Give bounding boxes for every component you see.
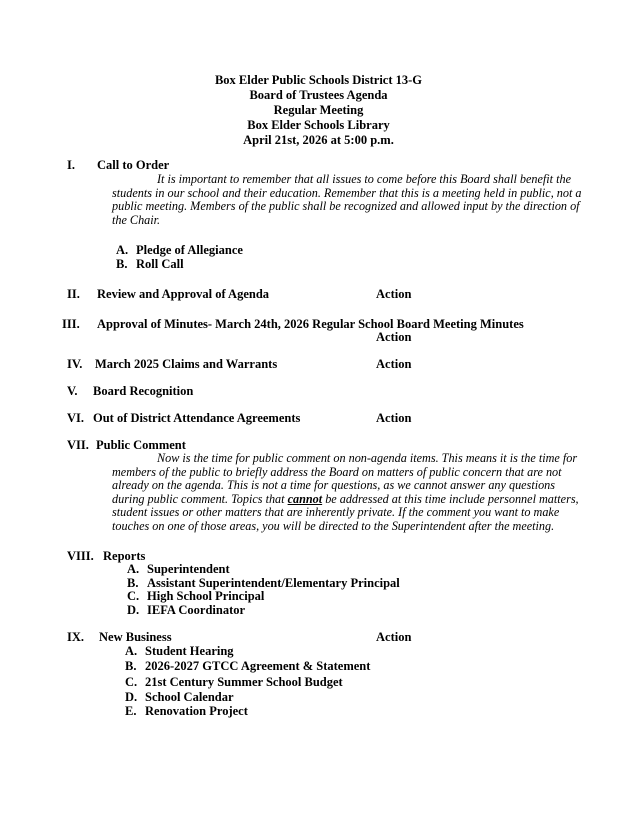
paragraph-line: student issues or other matters that are inherently private. If the comment you want to make xyxy=(112,505,560,520)
list-item-letter: D. xyxy=(125,690,138,704)
meeting-type: Regular Meeting xyxy=(273,103,364,117)
list-item-letter: D. xyxy=(127,603,140,617)
section-4-number: IV. xyxy=(67,357,83,371)
paragraph-line: public meeting. Members of the public shall be recognized and allowed input by the direction of xyxy=(112,199,580,214)
section-7-title: Public Comment xyxy=(96,438,186,452)
section-5-number: V. xyxy=(67,384,78,398)
list-item-letter: B. xyxy=(127,576,139,590)
section-3-title: Approval of Minutes- March 24th, 2026 Regular School Board Meeting Minutes xyxy=(97,317,524,331)
pledge-of-allegiance: Pledge of Allegiance xyxy=(136,243,243,257)
report-item: Assistant Superintendent/Elementary Principal xyxy=(147,576,400,590)
section-9-title: New Business xyxy=(99,630,172,644)
list-item-letter: B. xyxy=(116,257,128,271)
business-item: School Calendar xyxy=(145,690,234,704)
paragraph-line xyxy=(112,493,579,507)
business-item: 21st Century Summer School Budget xyxy=(145,675,343,689)
text-fragment: during public comment. Topics that xyxy=(112,491,288,506)
section-2-action: Action xyxy=(376,287,412,301)
paragraph-line: the Chair. xyxy=(112,212,161,227)
section-3-action: Action xyxy=(376,330,412,344)
list-item-letter: A. xyxy=(127,562,140,576)
list-item-letter: A. xyxy=(125,644,138,658)
emphasized-word: cannot xyxy=(287,491,323,506)
list-item-letter: E. xyxy=(125,704,137,718)
meeting-datetime: April 21st, 2026 at 5:00 p.m. xyxy=(243,133,394,147)
report-item: Superintendent xyxy=(147,562,230,576)
list-item-letter: B. xyxy=(125,659,137,673)
paragraph-line: It is important to remember that all issues to come before this Board shall benefit the xyxy=(157,172,571,186)
roll-call: Roll Call xyxy=(136,257,184,271)
paragraph-line: already on the agenda. This is not a time for questions, as we cannot answer any questions xyxy=(112,478,556,493)
section-4-title: March 2025 Claims and Warrants xyxy=(95,357,278,371)
section-9-action: Action xyxy=(376,630,412,644)
section-3-number: III. xyxy=(62,317,80,331)
district-title: Box Elder Public Schools District 13-G xyxy=(214,73,423,87)
report-item: IEFA Coordinator xyxy=(147,603,246,617)
board-title: Board of Trustees Agenda xyxy=(249,88,388,102)
paragraph-line: students in our school and their education. Remember that this is a meeting held in public, not a xyxy=(112,185,582,200)
section-6-number: VI. xyxy=(67,411,85,425)
paragraph-line: members of the public to briefly address the Board on matters of public concern that are not xyxy=(112,464,562,479)
public-comment-paragraph xyxy=(112,452,579,534)
business-item: Student Hearing xyxy=(145,644,234,658)
list-item-letter: C. xyxy=(125,675,138,689)
meeting-location: Box Elder Schools Library xyxy=(247,118,390,132)
list-item-letter: C. xyxy=(127,589,140,603)
section-7-number: VII. xyxy=(67,438,89,452)
text-fragment: be addressed at this time include personnel matters, xyxy=(322,491,579,506)
section-4-action: Action xyxy=(376,357,412,371)
paragraph-line: touches on one of those areas, you will be directed to the Superintendent after the meeting. xyxy=(112,518,555,533)
business-item: Renovation Project xyxy=(145,704,248,718)
call-to-order-paragraph xyxy=(112,173,582,227)
section-8-number: VIII. xyxy=(67,549,94,563)
list-item-letter: A. xyxy=(116,243,129,257)
business-item: 2026-2027 GTCC Agreement & Statement xyxy=(145,659,371,673)
section-2-number: II. xyxy=(67,287,80,301)
section-8-title: Reports xyxy=(103,549,146,563)
section-6-action: Action xyxy=(376,411,412,425)
section-1-number: I. xyxy=(67,158,75,172)
section-9-number: IX. xyxy=(67,630,85,644)
section-1-title: Call to Order xyxy=(97,158,170,172)
section-6-title: Out of District Attendance Agreements xyxy=(93,411,301,425)
section-2-title: Review and Approval of Agenda xyxy=(97,287,270,301)
section-5-title: Board Recognition xyxy=(93,384,194,398)
report-item: High School Principal xyxy=(147,589,265,603)
paragraph-line: Now is the time for public comment on non-agenda items. This means it is the time for xyxy=(157,451,578,465)
